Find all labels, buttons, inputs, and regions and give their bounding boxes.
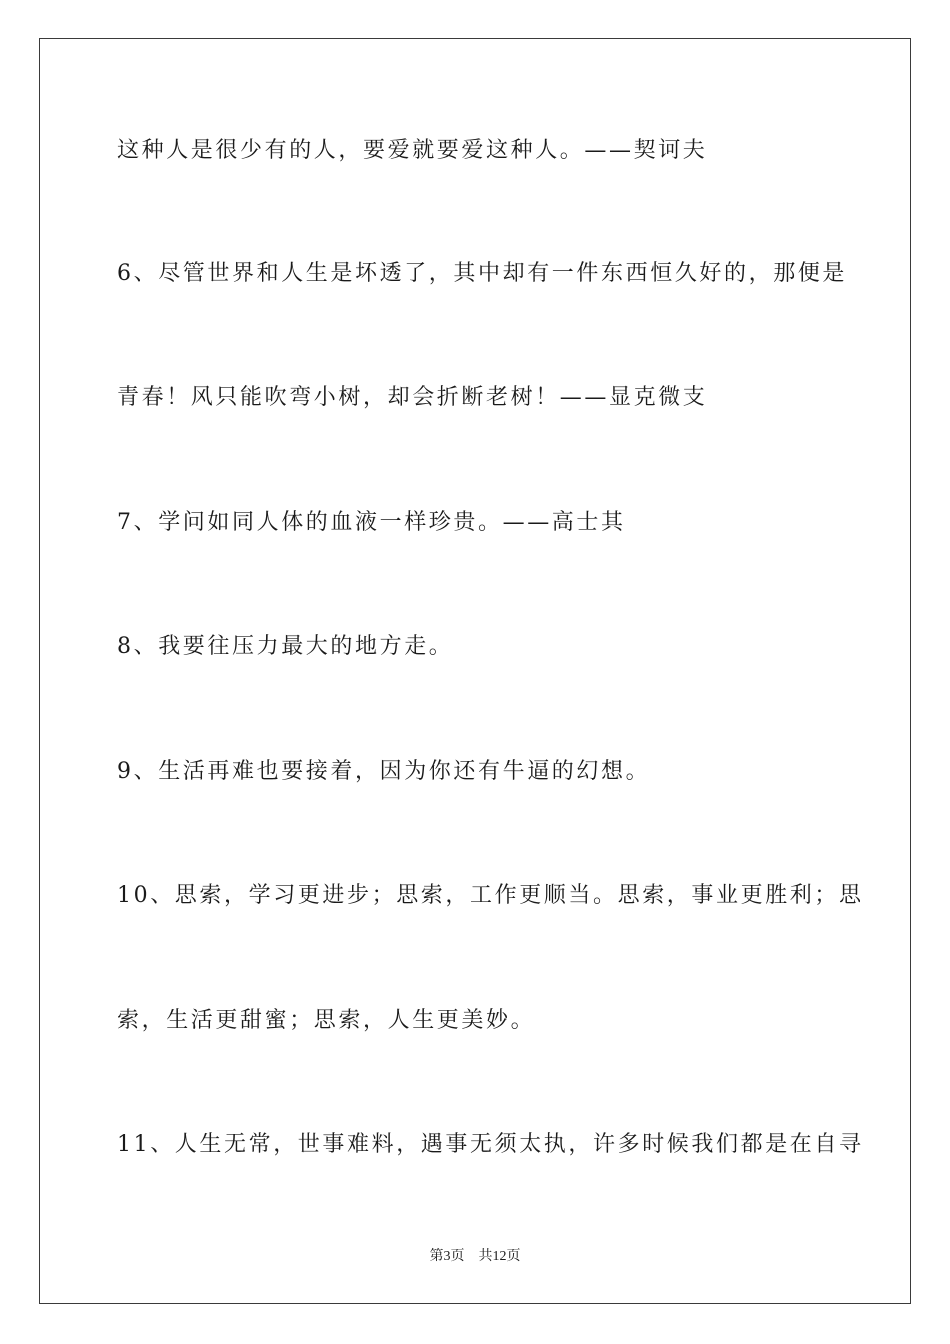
text-line: 8、我要往压力最大的地方走。 <box>117 634 454 659</box>
text-line: 青春！风只能吹弯小树，却会折断老树！——显克微支 <box>117 385 708 410</box>
text-line: 11、人生无常，世事难料，遇事无须太执，许多时候我们都是在自寻 <box>117 1132 864 1157</box>
page-border <box>39 38 911 1304</box>
text-line: 这种人是很少有的人，要爱就要爱这种人。——契诃夫 <box>117 138 708 163</box>
page-total: 共12页 <box>478 1249 521 1264</box>
text-line: 9、生活再难也要接着，因为你还有牛逼的幻想。 <box>117 759 651 784</box>
text-line: 索，生活更甜蜜；思索，人生更美妙。 <box>117 1008 536 1033</box>
page-footer <box>0 1248 950 1266</box>
text-line: 10、思索，学习更进步；思索，工作更顺当。思索，事业更胜利；思 <box>117 883 864 908</box>
text-line: 6、尽管世界和人生是坏透了，其中却有一件东西恒久好的，那便是 <box>117 261 847 286</box>
text-line: 7、学问如同人体的血液一样珍贵。——高士其 <box>117 510 626 535</box>
page-number: 第3页 <box>429 1249 465 1264</box>
